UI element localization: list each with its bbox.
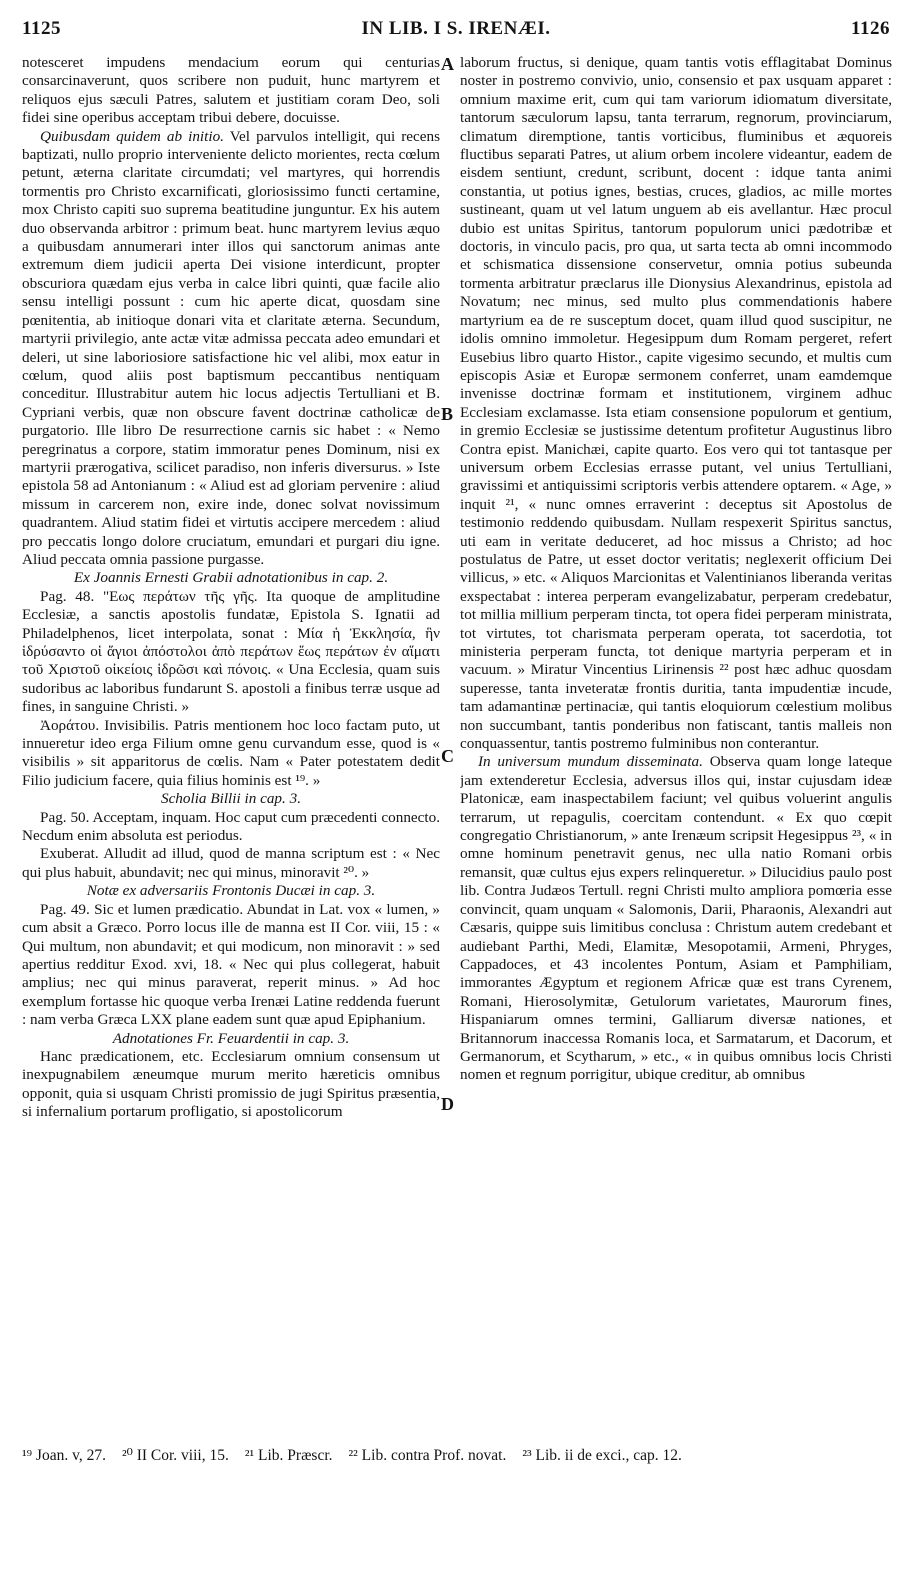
margin-letter-a: A [441,54,454,74]
section-heading: Scholia Billii in cap. 3. [160,790,302,808]
section-heading: Notæ ex adversariis Frontonis Ducæi in cap. 3. [86,882,376,900]
running-title: IN LIB. I S. IRENÆI. [361,18,551,39]
paragraph: Pag. 48. "Εως περάτων τῆς γῆς. Ita quoque de amplitudine Ecclesiæ, a sanctis apostolis fundatæ, Epistola S. Ignatii ad Philadelphenos, licet interpolata, sonat : Μία ἡ Ἐκκλησία, ἣν ἱδρύσαντο οἱ ἅγιοι ἀπόστολοι ἀπὸ περάτων ἕως περάτων ἐν αἵματι τοῦ Χριστοῦ οἰκείοις ἱδρῶσι καὶ πόνοις. « Una Ecclesia, quam suis sudoribus ac laboribus fundarunt S. apostoli a finibus terræ usque ad fines, in sanguine Christi. » [22,587,440,716]
footnote: ¹⁹ Joan. v, 27. [22,1447,106,1464]
section-heading: Ex Joannis Ernesti Grabii adnotationibus in cap. 2. [73,569,389,587]
margin-letter-d: D [441,1094,454,1114]
footnotes [22,1446,890,1470]
left-column [22,54,440,1434]
footnote: ²¹ Lib. Præscr. [244,1447,333,1464]
paragraph: In universum mundum disseminata. Observa quam longe lateque jam extenderetur Ecclesia, adversus illos qui, instar cujusdam ideæ Platonicæ, eam inaspectabilem faciunt; vel quibus voluerint angulis terrarum, ut repagulis, coercitam contendunt. « Ex quo cœpit congregatio Christianorum, » ante Irenæum scripsit Hegesippus ²³, « in omne hominum penetravit genus, nec ulla natio Romani orbis remansit, quæ cultus ejus expers relinqueretur. » Dilucidius paulo post lib. Contra Judæos Tertull. regni Christi multo ampliora pomœria esse convincit, quam unquam « Salomonis, Darii, Pharaonis, Alexandri aut Cæsaris, quippe suis limitibus conclusa : Christum autem credebant et audiebant Parthi, Medi, Elamitæ, Mesopotamii, Armeni, Phryges, Cappadoces, et 43 incolentes Pontum, Asiam et Pamphiliam, immorantes Ægyptum et regionem Africæ quæ est trans Cyrenem, Romani, Hierosolymitæ, Getulorum varietates, Maurorum fines, Hispaniarum omnes termini, Galliarum diversæ nationes, et Britannorum inaccessa Romanis loca, et Sarmatarum, et Dacorum, et Germanorum, et Scytharum, » etc., « in quibus omnibus locis Christi nomen et regnum porrigitur, ubique creditur, ab omnibus [460,753,892,1084]
left-page-number: 1125 [22,18,61,39]
lemma: In universum mundum disseminata. [478,753,703,771]
lemma: Quibusdam quidem ab initio. [40,127,224,145]
footnote: ²⁰ II Cor. viii, 15. [121,1447,229,1464]
paragraph: Pag. 50. Acceptam, inquam. Hoc caput cum præcedenti connecto. Necdum enim absoluta est periodus. [22,808,440,845]
paragraph: Hanc prædicationem, etc. Ecclesiarum omnium consensum ut inexpugnabilem æneumque murum merito hæreticis omnibus opponit, quia si usquam Christi promissio de jugi Spiritus præsentia, si infernalium portarum profligatio, si apostolicorum [22,1047,440,1121]
paragraph: Pag. 49. Sic et lumen prædicatio. Abundat in Lat. vox « lumen, » cum absit a Græco. Porro locus ille de manna est II Cor. viii, 15 : « Qui multum, non abundavit; et qui modicum, non minoravit : » sed apertius redditur Exod. xvi, 18. « Nec qui plus collegerat, habuit amplius; nec qui minus paraverat, reperit minus. » Ad hoc exemplum fortasse hic quoque verba Irenæi Latine reddenda fuerunt : nam verba Græca LXX plane eadem sunt quæ apud Epiphanium. [22,900,440,1029]
paragraph: Quibusdam quidem ab initio. Vel parvulos intelligit, qui recens baptizati, nullo proprio interveniente delicto morientes, recta cœlum petunt, æterna claritate circumdati; vel martyres, qui horrendis tormentis pro Christo excarnificati, gloriosissimo functi certamine, mox Christo capiti suo suprema beatitudine junguntur. Ex his autem duo observanda arbitror : primum beat. hunc martyrem levius æquo a quibusdam annumerari inter illos qui sanctorum animas ante extremum diem judicii aperta Dei visione interdicunt, propter obscuriora quædam ejus verba in calce libri quinti, quæ facile alio sensu intelligi possunt : cum hic aperte dicat, quosdam sine pœnitentia, ab initioque donari vita et claritate æterna. Secundum, martyrii privilegio, ante actæ vitæ admissa peccata adeo emundari et deleri, ut sine laboriosiore satisfactione hic vel alibi, mox eatur in cœlum, quod aliis post baptismum peccantibus nentiquam conceditur. Illustrabitur autem hic locus adjectis Tertulliani et B. Cypriani verbis, quæ non obscure favent doctrinæ catholicæ de purgatorio. Ille libro De resurrectione carnis sic habet : « Nemo peregrinatus a corpore, statim immoratur penes Dominum, nisi ex martyrii prærogativa, scilicet paradiso, non inferis diversurus. » Iste epistola 58 ad Antonianum : « Aliud est ad gloriam pervenire : aliud missum in carcerem non, exire inde, donec solvat novissimum quadrantem. Aliud statim fidei et virtutis accipere mercedem : aliud pro peccatis longo dolore cruciatum, emundari et purgari diu igne. Aliud peccata omnia passione purgasse. [22,127,440,568]
running-header [22,18,890,44]
right-column [460,54,892,1434]
margin-letter-c: C [441,746,454,766]
paragraph: Ἀοράτου. Invisibilis. Patris mentionem hoc loco factam puto, ut innueretur ideo erga Filium omne genu curvandum esse, quod is « visibilis » sit apparitorus de cœlis. Nam « Pater potestatem dedit Filio judicium facere, quia filius hominis est ¹⁹. » [22,716,440,789]
section-heading: Adnotationes Fr. Feuardentii in cap. 3. [112,1029,350,1047]
margin-letter-b: B [441,404,454,424]
footnote: ²³ Lib. ii de exci., cap. 12. [522,1447,682,1464]
footnote: ²² Lib. contra Prof. novat. [348,1447,507,1464]
paragraph: Exuberat. Alludit ad illud, quod de manna scriptum est : « Nec qui plus habuit, abundavit; nec qui minus, minoravit ²⁰. » [22,845,440,881]
paragraph: notesceret impudens mendacium eorum qui centurias consarcinaverunt, quos scribere non puduit, hunc martyrem et reliquos ejus sæculi Patres, salutem et justitiam coram Deo, soli fidei sine operibus acceptam tribui debere, docuisse. [22,54,440,127]
paragraph: laborum fructus, si denique, quam tantis votis efflagitabat Dominus noster in postremo convivio, unio, consensio et pax usquam apparet : omnium maxime erit, cum qui tam variorum idiomatum diversitate, tantorum sæculorum lapsu, tanta terrarum, regnorum, provinciarum, climatum diremptione, tantis vorticibus, fluminibus et æquoreis fluctibus separati Patres, ut alium orbem incolere videantur, eadem de eisdem sentiunt, credunt, scribunt, docent : idque tanta animi constantia, ut potius ignes, bestias, cruces, gladios, ac mille mortes sustineant, quam ut vel latum unguem ab eis avellantur. Hæc procul dubio est unitas Spiritus, tantorum populorum unici pædotribæ et doctoris, in vinculo pacis, pro qua, ut sarta tecta ab omni incommodo et schismatica dissensione conservetur, omnia potius subeunda tormenta arbitratur præclarus ille Dionysius Alexandrinus, epistola ad Novatum; nec minus, sed multo plus commendationis habere martyrium ea de re susceptum docet, quam illud quod suscipitur, ne idolis omnino immoletur. Hegesippum dum Romam pergeret, refert Eusebius libro quarto Histor., capite vigesimo secundo, et multis cum episcopis Asiæ et Europæ sermonem conferret, unam eamdemque invenisse doctrinæ formam et institutionem, virginem adhuc Ecclesiam exclamasse. Ista etiam consensione populorum et gentium, in gremio Ecclesiæ se justissime detentum profitetur Augustinus libro Contra epist. Manichæi, capite quarto. Eos vero qui tot tantasque per universum orbem Ecclesias errasse putant, vel unius Tertulliani, gravissimi et antiquissimi scriptoris verbis attendere optarem. « Age, » inquit ²¹, « nunc omnes erraverint : deceptus sit Apostolus de testimonio reddendo quibusdam. Nullam respexerit Spiritus sanctus, uti eam in veritate deduceret, ad hoc missus a Christo; ad hoc postulatus de Patre, ut esset doctor veritatis; neglexerit officium Dei villicus, » etc. « Aliquos Marcionitas et Valentinianos liberanda veritas exspectabat : interea perperam evangelizabatur, perperam credebatur, tot millia millium perperam tincta, tot opera fidei perperam ministrata, tot virtutes, tot charismata perperam operata, tot sacerdotia, tot ministeria perperam functa, tot denique martyria perperam et in vacuum. » Miratur Vincentius Lirinensis ²² post hæc adhuc quosdam superesse, tanta inveteratæ frontis duritia, tanta impudentiæ incude, tam adamantinæ pertinaciæ, qui tantis eloquiorum cœlestium molibus non succumbant, tantis ponderibus non fatiscant, tantis malleis non conquassentur, tantis postremo fulminibus non conterantur. [460,54,892,753]
right-page-number: 1126 [851,18,890,39]
